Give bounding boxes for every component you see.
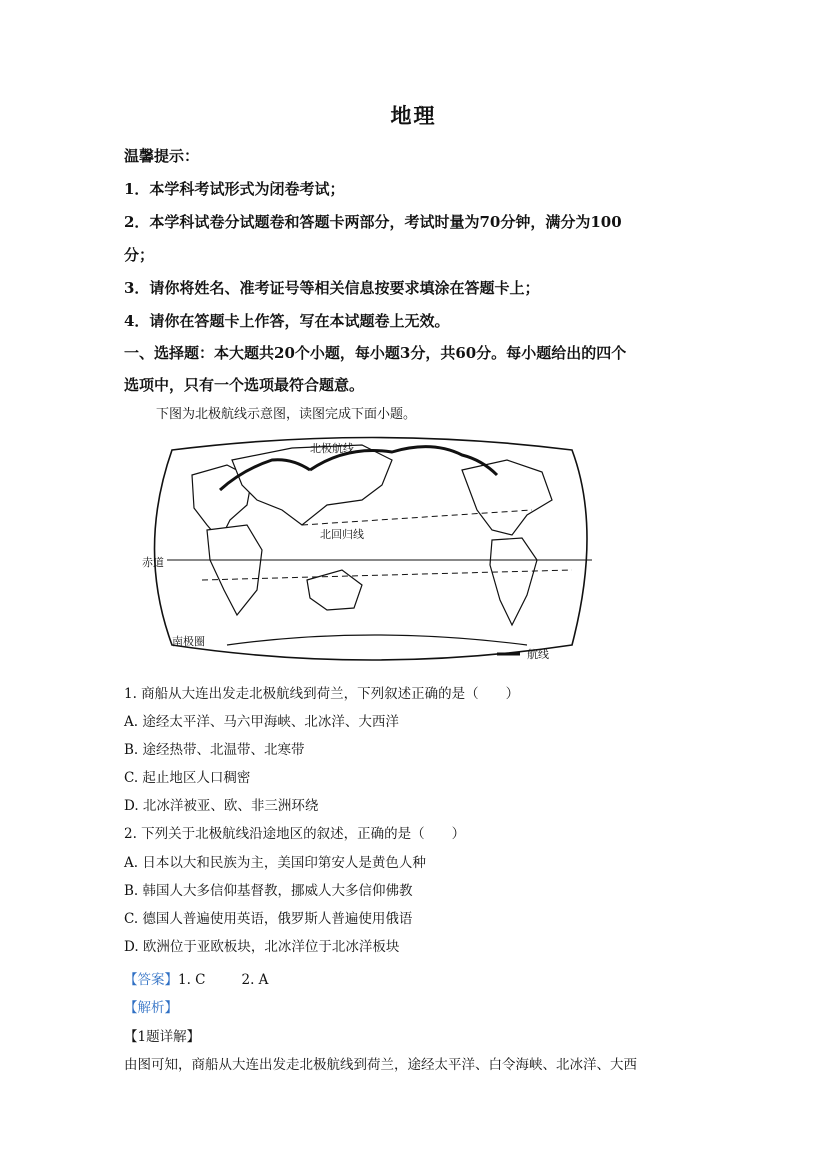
question-1-option-b: B. 途经热带、北温带、北寒带 [124,742,305,758]
answer-1: 1. C [178,972,206,988]
notice-line-2-cont: 分； [124,246,155,264]
question-2-option-b: B. 韩国人大多信仰基督教，挪威人大多信仰佛教 [124,883,413,899]
section-heading: 一、选择题：本大题共20个小题，每小题3分，共60分。每小题给出的四个 [124,344,627,362]
question-2-option-c: C. 德国人普遍使用英语，俄罗斯人普遍使用俄语 [124,911,413,927]
question-1-stem: 1. 商船从大连出发走北极航线到荷兰，下列叙述正确的是（ ） [124,686,520,702]
answer-tag: 【答案】 [124,972,178,988]
section-heading-cont: 选项中，只有一个选项最符合题意。 [124,376,365,394]
label-arctic-route: 北极航线 [310,442,354,455]
legend-route-label: 航线 [527,648,549,661]
answer-2: 2. A [241,972,269,988]
analysis-text: 由图可知，商船从大连出发走北极航线到荷兰，途经太平洋、白令海峡、北冰洋、大西 [124,1057,637,1073]
page-title: 地理 [390,103,437,128]
notice-line-4: 4．请你在答题卡上作答，写在本试题卷上无效。 [124,312,450,330]
question-2-stem: 2. 下列关于北极航线沿途地区的叙述，正确的是（ ） [124,826,466,842]
analysis-tag: 【解析】 [124,1000,178,1016]
figure-caption: 下图为北极航线示意图，读图完成下面小题。 [156,407,417,422]
label-equator: 赤道 [142,556,164,569]
question-1-option-a: A. 途经太平洋、马六甲海峡、北冰洋、大西洋 [124,714,399,730]
notice-line-2: 2．本学科试卷分试题卷和答题卡两部分，考试时量为70分钟，满分为100 [124,213,622,231]
question-1-option-d: D. 北冰洋被亚、欧、非三洲环绕 [124,798,319,814]
question-2-option-a: A. 日本以大和民族为主，美国印第安人是黄色人种 [124,855,426,871]
arctic-route-map [132,430,612,670]
question-2-option-d: D. 欧洲位于亚欧板块，北冰洋位于北冰洋板块 [124,939,400,955]
answer-row [124,968,268,988]
analysis-detail-tag: 【1题详解】 [124,1029,201,1045]
question-1-option-c: C. 起止地区人口稠密 [124,770,251,786]
notice-line-3: 3．请你将姓名、准考证号等相关信息按要求填涂在答题卡上； [124,279,540,297]
label-tropic-cancer: 北回归线 [320,528,364,541]
label-antarctic-circle: 南极圈 [172,635,205,648]
notice-heading: 温馨提示： [124,147,200,165]
notice-line-1: 1．本学科考试形式为闭卷考试； [124,180,345,198]
